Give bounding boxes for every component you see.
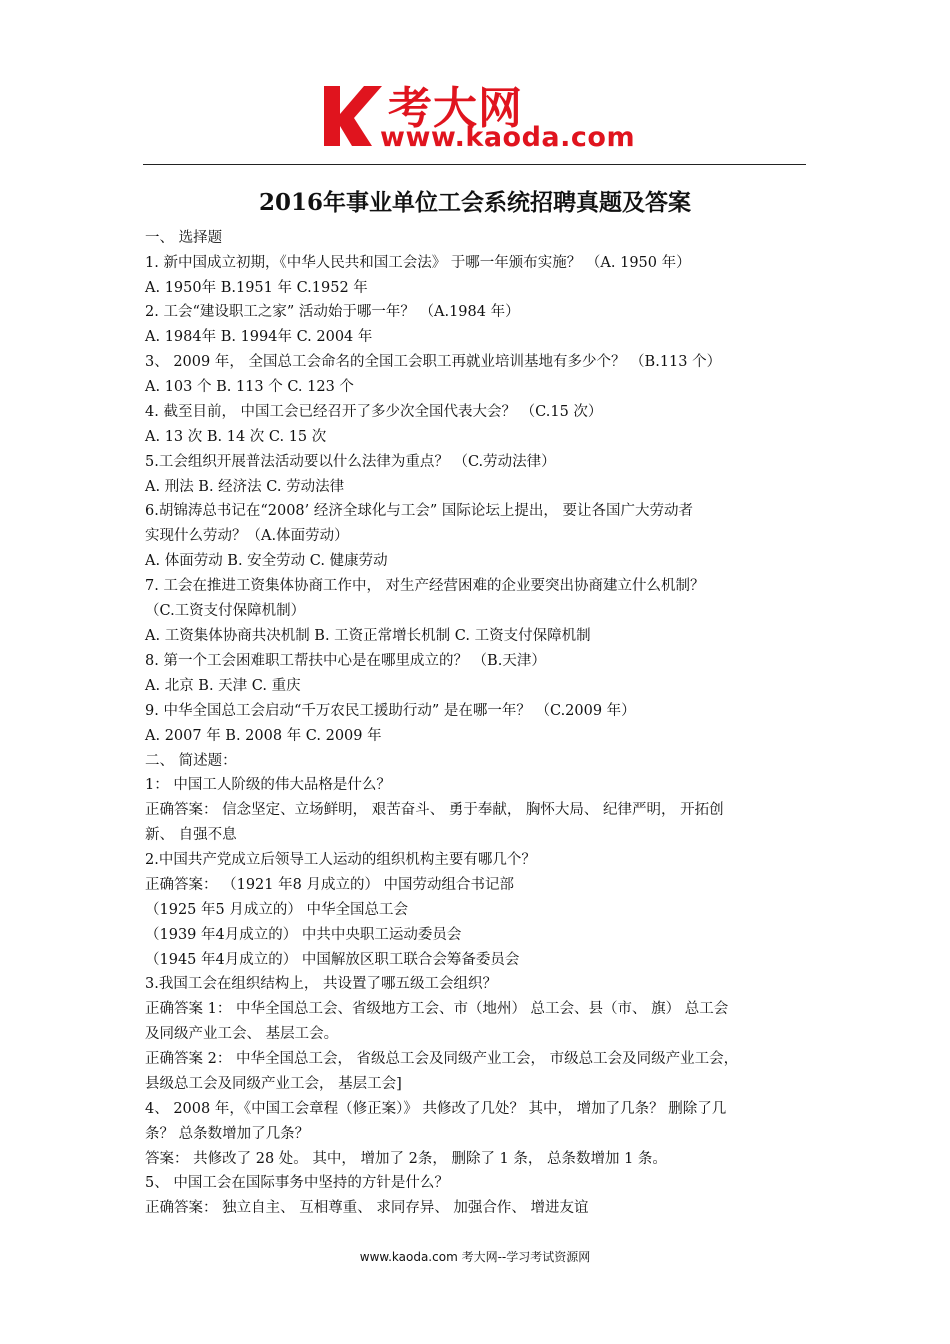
text-line: 9. 中华全国总工会启动“千万农民工援助行动” 是在哪一年？ （C.2009 年） <box>145 703 636 719</box>
text-line: 1： 中国工人阶级的伟大品格是什么？ <box>145 777 391 793</box>
logo-k-icon <box>318 80 388 150</box>
text-line: 新、 自强不息 <box>145 827 237 843</box>
text-line: A. 刑法 B. 经济法 C. 劳动法律 <box>145 479 345 495</box>
text-line: 5、 中国工会在国际事务中坚持的方针是什么？ <box>145 1175 449 1191</box>
text-line: A. 2007 年 B. 2008 年 C. 2009 年 <box>145 728 382 744</box>
text-line: 7. 工会在推进工资集体协商工作中， 对生产经营困难的企业要突出协商建立什么机制？ <box>145 578 705 594</box>
text-line: （1939 年4月成立的） 中共中央职工运动委员会 <box>145 927 462 943</box>
text-line: A. 1950年 B.1951 年 C.1952 年 <box>145 280 368 296</box>
text-line: 及同级产业工会、 基层工会。 <box>145 1026 339 1042</box>
text-line: （C.工资支付保障机制） <box>145 603 306 619</box>
logo-brand-url: www.kaoda.com <box>380 122 636 153</box>
logo-brand-cn: 考大网 <box>388 83 523 134</box>
text-line: 正确答案： 信念坚定、立场鲜明， 艰苦奋斗、 勇于奉献， 胸怀大局、 纪律严明， 开拓创 <box>145 802 724 818</box>
text-line: 2. 工会“建设职工之家” 活动始于哪一年？ （A.1984 年） <box>145 304 520 320</box>
text-line: 实现什么劳动？（A.体面劳动） <box>145 528 349 544</box>
text-line: A. 103 个 B. 113 个 C. 123 个 <box>145 379 354 395</box>
text-line: 一、 选择题 <box>145 230 223 246</box>
text-line: 3.我国工会在组织结构上， 共设置了哪五级工会组织？ <box>145 976 497 992</box>
text-line: 6.胡锦涛总书记在“2008’ 经济全球化与工会” 国际论坛上提出， 要让各国广大劳动者 <box>145 503 693 519</box>
text-line: 县级总工会及同级产业工会， 基层工会] <box>145 1076 402 1092</box>
text-line: 2.中国共产党成立后领导工人运动的组织机构主要有哪几个？ <box>145 852 536 868</box>
text-line: A. 体面劳动 B. 安全劳动 C. 健康劳动 <box>145 553 388 569</box>
text-line: 5.工会组织开展普法活动要以什么法律为重点？ （C.劳动法律） <box>145 454 556 470</box>
text-line: 4、 2008 年，《中国工会章程（修正案）》 共修改了几处？ 其中， 增加了几条？ 删除了几 <box>145 1101 727 1117</box>
text-line: 8. 第一个工会困难职工帮扶中心是在哪里成立的？ （B.天津） <box>145 653 546 669</box>
text-line: 二、 简述题： <box>145 753 237 769</box>
text-line: 正确答案： 独立自主、 互相尊重、 求同存异、 加强合作、 增进友谊 <box>145 1200 589 1216</box>
text-line: 条？ 总条数增加了几条？ <box>145 1126 310 1142</box>
header-divider <box>143 164 806 165</box>
page-footer: www.kaoda.com 考大网--学习考试资源网 <box>359 1250 591 1264</box>
text-line: 3、 2009 年， 全国总工会命名的全国工会职工再就业培训基地有多少个？ （B.113 个） <box>145 354 722 370</box>
text-line: A. 13 次 B. 14 次 C. 15 次 <box>145 429 327 445</box>
text-line: （1925 年5 月成立的） 中华全国总工会 <box>145 902 408 918</box>
text-line: （1945 年4月成立的） 中国解放区职工联合会筹备委员会 <box>145 952 520 968</box>
text-line: A. 北京 B. 天津 C. 重庆 <box>145 678 301 694</box>
text-line: 正确答案 1： 中华全国总工会、省级地方工会、市（地州） 总工会、县（市、 旗） 总工会 <box>145 1001 729 1017</box>
document-title: 2016年事业单位工会系统招聘真题及答案 <box>258 189 691 216</box>
text-line: 1. 新中国成立初期，《中华人民共和国工会法》 于哪一年颁布实施？ （A. 1950 年） <box>145 255 691 271</box>
site-logo[interactable] <box>318 80 648 160</box>
text-line: 4. 截至目前， 中国工会已经召开了多少次全国代表大会？ （C.15 次） <box>145 404 603 420</box>
text-line: A. 工资集体协商共决机制 B. 工资正常增长机制 C. 工资支付保障机制 <box>145 628 591 644</box>
text-line: 答案： 共修改了 28 处。 其中， 增加了 2条， 删除了 1 条， 总条数增加 1 条。 <box>145 1151 667 1167</box>
text-line: A. 1984年 B. 1994年 C. 2004 年 <box>145 329 373 345</box>
text-line: 正确答案 2： 中华全国总工会， 省级总工会及同级产业工会， 市级总工会及同级产业工会， <box>145 1051 739 1067</box>
text-line: 正确答案： （1921 年8 月成立的） 中国劳动组合书记部 <box>145 877 515 893</box>
